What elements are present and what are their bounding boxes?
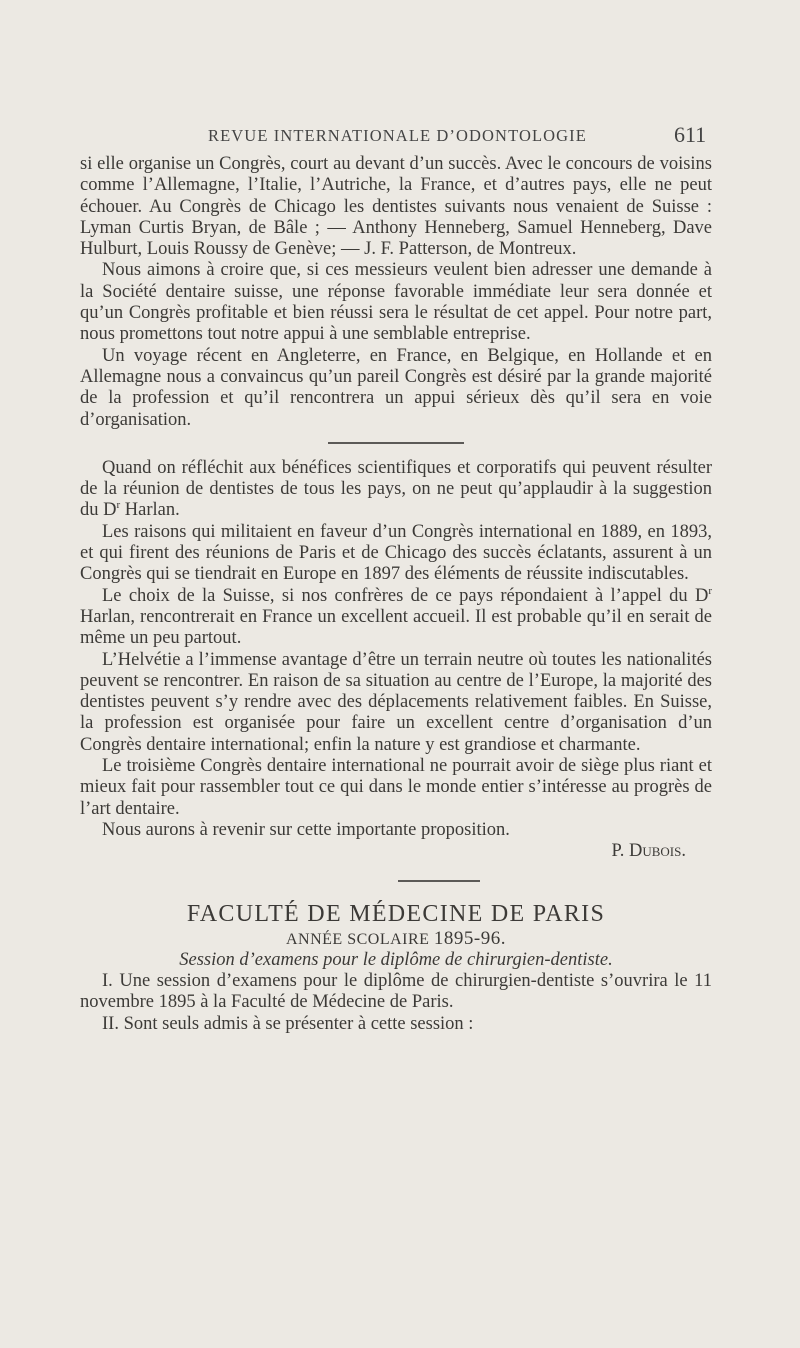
text-run: Quand on réfléchit aux bénéfices scientifiques et corporatifs qui peuvent résulter de la réunion de dentistes de tous les pays, on ne peut qu’applaudir à la suggestion du D <box>80 457 712 521</box>
section-divider <box>398 880 480 882</box>
year-value: 1895-96. <box>433 927 506 949</box>
paragraph: L’Helvétie a l’immense avantage d’être un terrain neutre où toutes les nationalités peuvent se rencontrer. En raison de sa situation au centre de l’Europe, la majorité des dentistes peuvent s’y rendre avec des déplacements relativement faibles. En Suisse, la profession est organisée pour faire un excellent centre d’organisation d’un Congrès dentaire international; enfin la nature y est grandiose et charmante. <box>80 649 712 755</box>
section-subtitle: Session d’examens pour le diplôme de chirurgien-dentiste. <box>179 949 613 970</box>
paragraph: Un voyage récent en Angleterre, en France, en Belgique, en Hollande et en Allemagne nous a convaincus qu’un pareil Congrès est désiré par la grande majorité de la profession et qu’il rencontrera un appui sérieux dès qu’il sera en voie d’organisation. <box>80 345 712 430</box>
section-title: FACULTÉ DE MÉDECINE DE PARIS <box>186 900 606 927</box>
year-label: ANNÉE SCOLAIRE <box>285 930 430 948</box>
page-body <box>80 154 712 1035</box>
superscript: r <box>116 499 121 512</box>
list-item: II. Sont seuls admis à se présenter à cette session : <box>102 1013 474 1034</box>
author-signature: P. Dubois. <box>611 841 686 862</box>
paragraph: Les raisons qui militaient en faveur d’un Congrès international en 1889, en 1893, et qui firent des réunions de Paris et de Chicago des succès éclatants, assurent à un Congrès qui se tiendrait en Europe en 1897 des éléments de réussite indiscutables. <box>80 521 712 585</box>
paragraph: si elle organise un Congrès, court au devant d’un succès. Avec le concours de voisins comme l’Allemagne, l’Italie, l’Autriche, la France, et d’autres pays, elle ne peut échouer. Au Congrès de Chicago les dentistes suivants nous venaient de Suisse : Lyman Curtis Bryan, de Bâle ; — Anthony Henneberg, Samuel Henneberg, Dave Hulburt, Louis Roussy de Genève; — J. F. Patterson, de Montreux. <box>80 154 712 260</box>
section-divider <box>328 442 464 444</box>
paragraph: Nous aurons à revenir sur cette importante proposition. <box>102 819 510 840</box>
paragraph: Le troisième Congrès dentaire international ne pourrait avoir de siège plus riant et mieux fait pour rassembler tout ce qui dans le monde entier s’intéresse au progrès de l’art dentaire. <box>80 756 712 819</box>
running-title: REVUE INTERNATIONALE D’ODONTOLOGIE <box>208 126 587 145</box>
text-run: Le choix de la Suisse, si nos confrères de ce pays répondaient à l’appel du D <box>102 585 709 606</box>
paragraph: Nous aimons à croire que, si ces messieurs veulent bien adresser une demande à la Société dentaire suisse, une réponse favorable immédiate leur sera donnée et qu’un Congrès profitable et bien réussi sera le résultat de cet appel. Pour notre part, nous promettons tout notre appui à une semblable entreprise. <box>80 260 712 345</box>
list-item: I. Une session d’examens pour le diplôme de chirurgien-dentiste s’ouvrira le 11 novembre 1895 à la Faculté de Médecine de Paris. <box>80 971 712 1013</box>
paragraph <box>80 458 712 522</box>
text-run: Harlan. <box>120 500 180 521</box>
academic-year <box>80 928 712 950</box>
superscript: r <box>708 584 712 597</box>
running-header <box>0 122 800 148</box>
paragraph <box>80 586 712 650</box>
text-run: Harlan, rencontrerait en France un excellent accueil. Il est probable qu’il en serait de même un peu partout. <box>80 606 712 649</box>
page-number: 611 <box>674 122 707 147</box>
